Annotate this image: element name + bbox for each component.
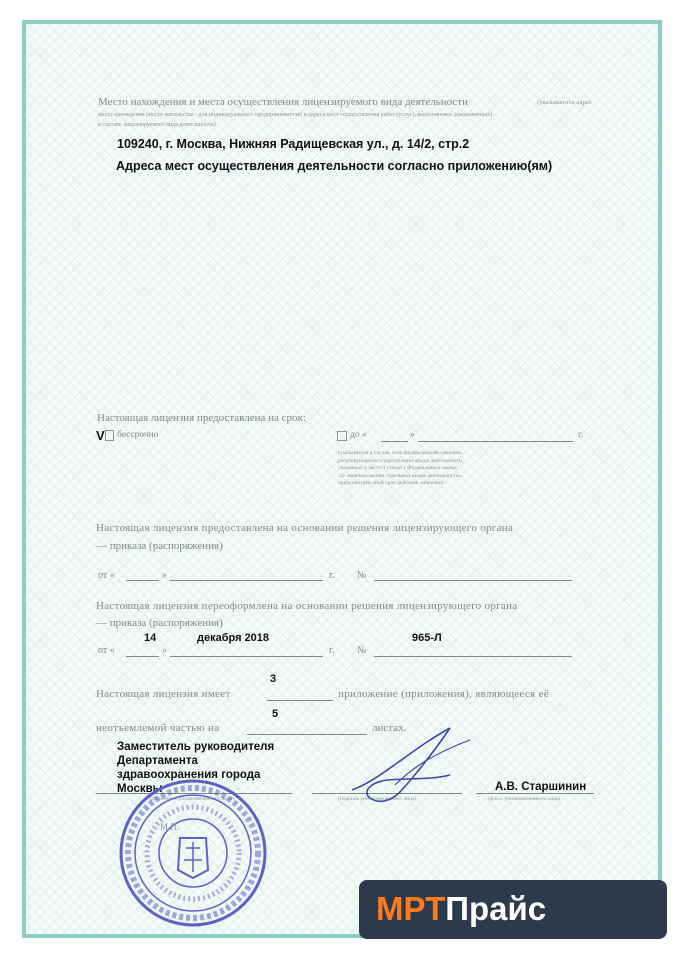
basis-day-line xyxy=(126,580,159,581)
reissue-line1: Настоящая лицензия переоформлена на основании решения лицензирующего органа xyxy=(96,600,518,612)
basis-number-line xyxy=(374,580,572,581)
appendix-line2-after: листах. xyxy=(372,722,407,734)
appendix-line2-before: неотъемлемой частью на xyxy=(96,722,220,734)
header-note: (указываются адрес xyxy=(537,99,592,106)
signature-caption: (подпись уполномоченного лица) xyxy=(338,796,417,802)
term-label: Настоящая лицензия предоставлена на срок: xyxy=(97,412,306,424)
reissue-day: 14 xyxy=(144,632,157,644)
term-until-mid: » xyxy=(410,430,415,440)
reissue-number-line xyxy=(374,656,572,657)
term-day-line xyxy=(381,441,408,442)
basis-month-line xyxy=(170,580,323,581)
name-caption: (ф.и.о. уполномоченного лица) xyxy=(488,796,561,802)
appendix-count-line xyxy=(267,700,333,701)
header-title: Место нахождения и места осуществления лицензируемого вида деятельности xyxy=(98,96,468,108)
watermark-part1: МРТ xyxy=(376,890,446,927)
basis-year: г. xyxy=(329,570,335,581)
term-note-4: «О лицензировании отдельных видов деятельности», xyxy=(338,472,463,479)
basis-number-sign: № xyxy=(357,570,367,581)
term-note xyxy=(338,450,463,488)
term-note-3: указанных в части 4 статьи 1 Федерального закона xyxy=(338,465,457,471)
term-note-5: предусмотрен иной срок действия лицензии) xyxy=(338,480,444,486)
term-indefinite: бессрочно xyxy=(117,430,159,440)
appendix-sheets: 5 xyxy=(272,708,279,720)
reissue-month-line xyxy=(170,656,323,657)
appendix-count: 3 xyxy=(270,673,277,685)
official-stamp-icon xyxy=(118,778,268,928)
reissue-from: от « xyxy=(98,645,115,656)
reissue-year: г. xyxy=(329,645,335,656)
name-line xyxy=(476,793,594,794)
signer-position-3: здравоохранения города xyxy=(117,769,261,781)
reissue-number-sign: № xyxy=(357,645,367,656)
header-note-line2: места нахождения (место жительства - для индивидуального предпринимателя) и адреса мест осуществления работ (услуг), выполняемых (оказываемых) xyxy=(98,112,493,118)
signer-name: А.В. Старшинин xyxy=(495,781,587,793)
term-note-2: регулирующими осуществление видов деятельности, xyxy=(338,457,464,464)
reissue-number: 965-Л xyxy=(412,632,442,644)
basis-from: от « xyxy=(98,570,115,581)
addresses-note: Адреса мест осуществления деятельности согласно приложению(ям) xyxy=(116,159,553,173)
license-address: 109240, г. Москва, Нижняя Радищевская ул., д. 14/2, стр.2 xyxy=(117,137,470,151)
position-caption: (должность уполномоченного лица) xyxy=(150,796,235,802)
stamp-mark: М.П. xyxy=(160,822,180,832)
watermark-part2: Прайс xyxy=(445,890,547,927)
term-until-year: г. xyxy=(578,430,584,440)
signer-position-2: Департамента xyxy=(117,755,198,767)
signer-position-1: Заместитель руководителя xyxy=(117,741,275,753)
reissue-line2: — приказа (распоряжения) xyxy=(96,617,223,629)
signer-position-4: Москвы xyxy=(117,783,163,795)
term-until-prefix: до « xyxy=(350,430,367,440)
reissue-month-year: декабря 2018 xyxy=(197,632,270,644)
watermark-text xyxy=(376,890,546,928)
appendix-text-before: Настоящая лицензия имеет xyxy=(96,688,231,700)
basis-line2: — приказа (распоряжения) xyxy=(96,540,223,552)
basis-quote: » xyxy=(162,570,167,581)
term-month-line xyxy=(418,441,573,442)
reissue-day-line xyxy=(126,656,159,657)
appendix-text-after: приложение (приложения), являющееся её xyxy=(338,688,549,700)
checkmark: V xyxy=(96,428,105,443)
checkbox-until xyxy=(337,431,347,441)
term-note-1: (указывается в случае, если федеральными законами, xyxy=(338,450,464,456)
header-note-line3: в составе лицензируемого вида деятельности) xyxy=(98,122,216,128)
basis-line1: Настоящая лицензия предоставлена на основании решения лицензирующего органа xyxy=(96,522,514,534)
signature-icon xyxy=(340,720,480,810)
checkbox-indefinite xyxy=(105,430,114,441)
reissue-quote: » xyxy=(162,645,167,656)
